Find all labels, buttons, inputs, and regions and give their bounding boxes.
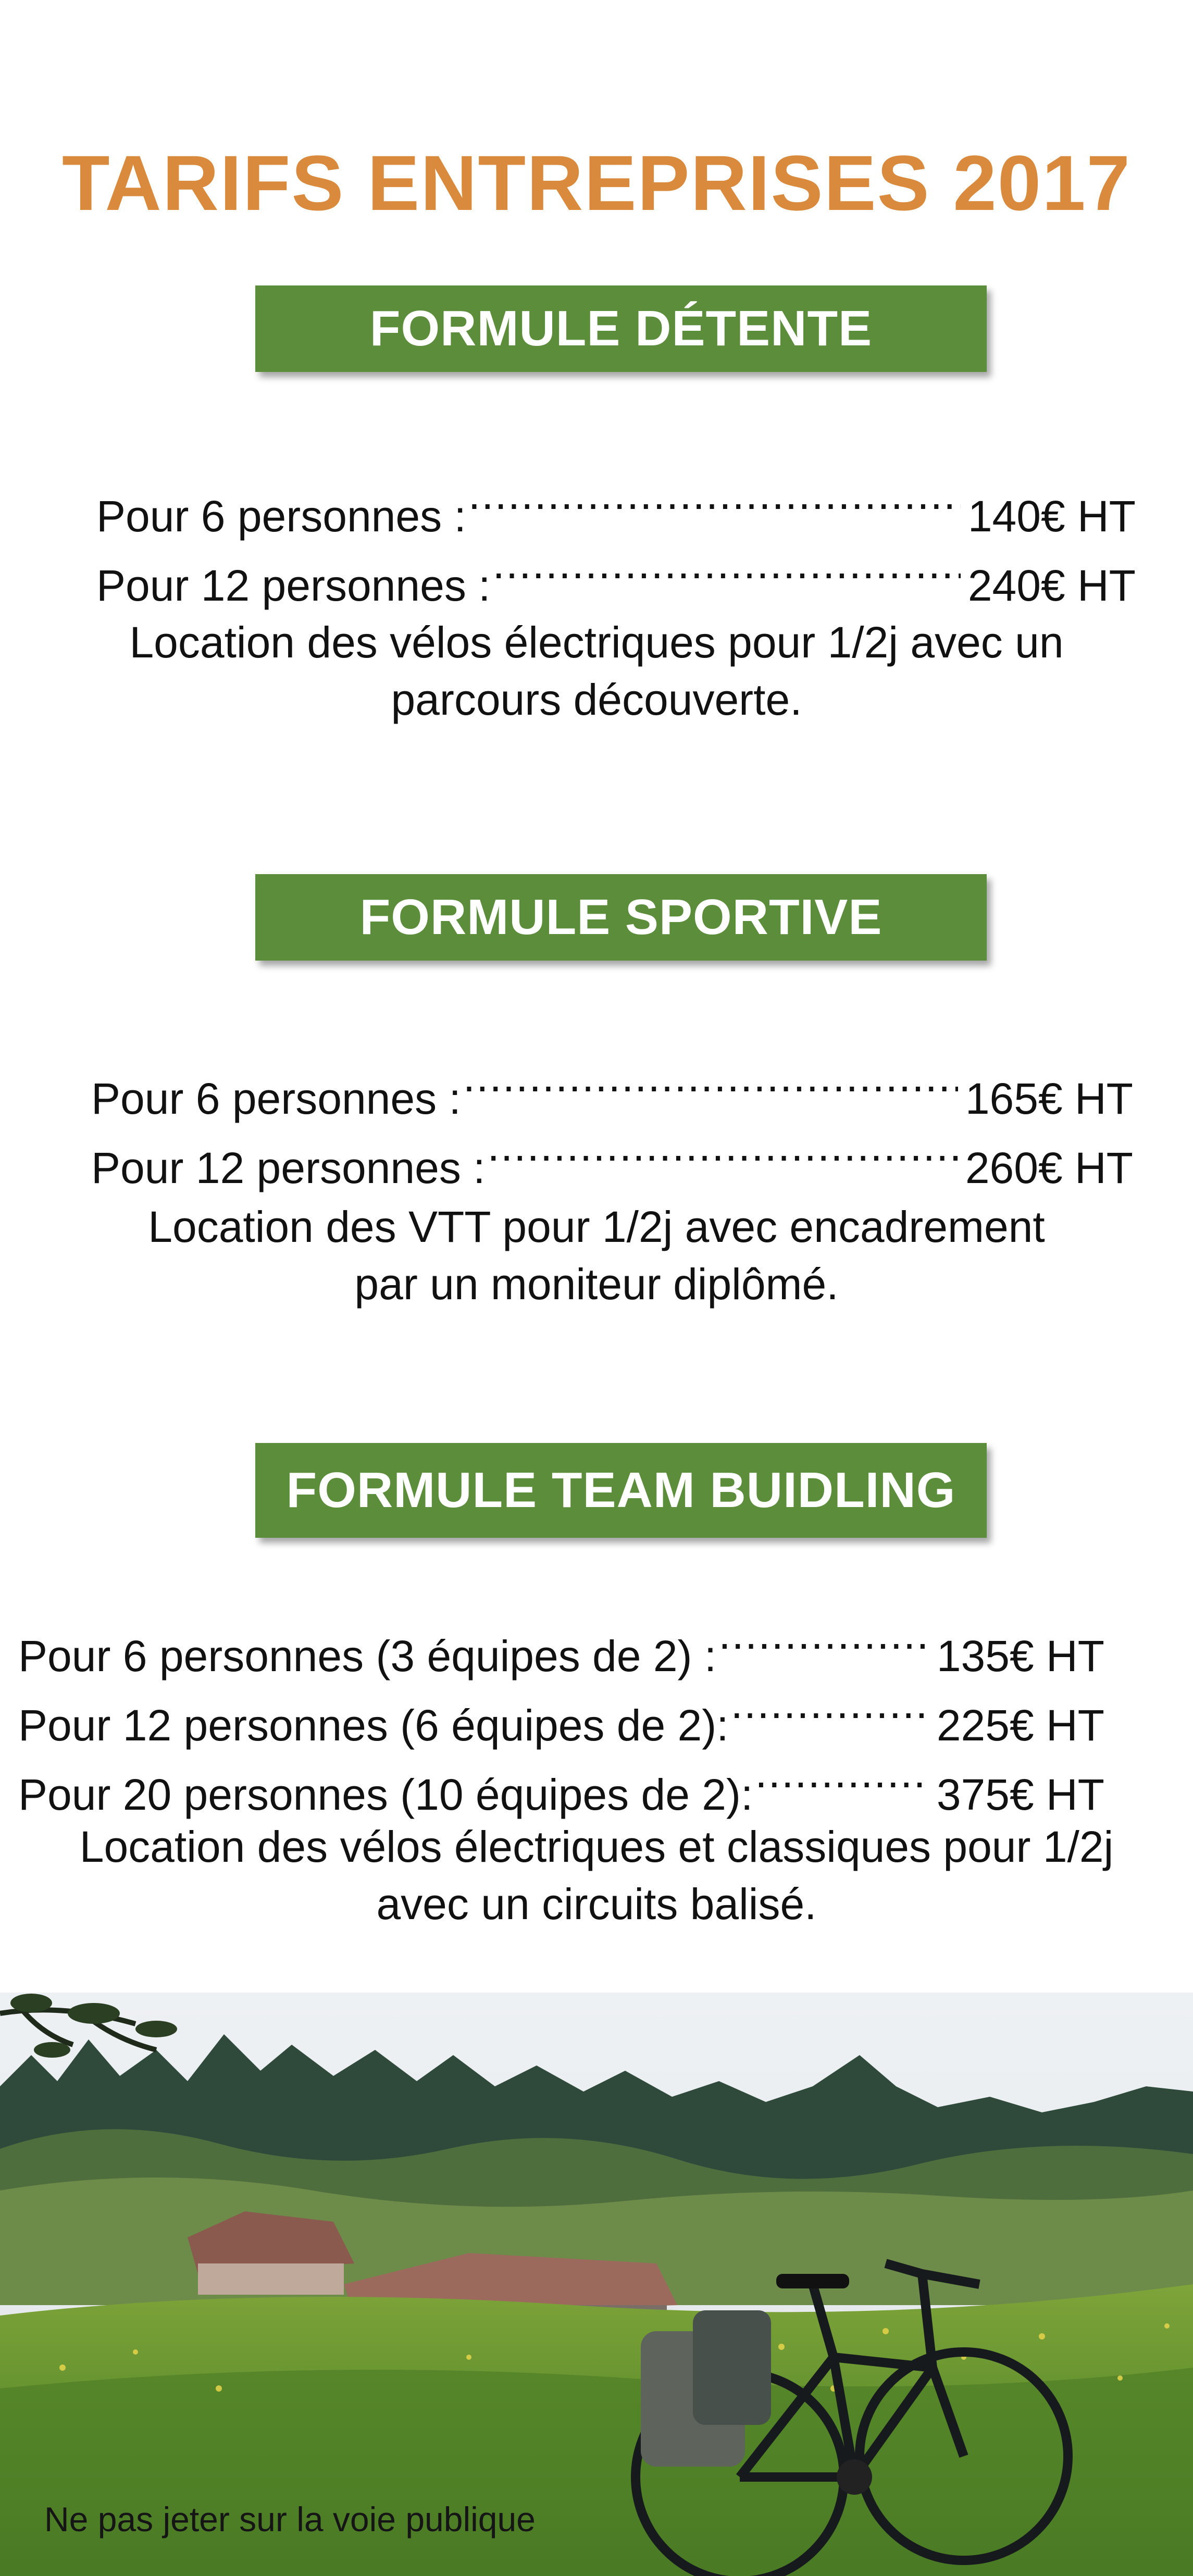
price-row bbox=[96, 544, 1136, 614]
section-description-team-building bbox=[0, 1818, 1193, 1933]
dot-leader bbox=[488, 1127, 958, 1183]
section-heading-sportive: FORMULE SPORTIVE bbox=[255, 874, 987, 961]
price-value: 140€ HT bbox=[967, 492, 1136, 541]
dot-leader bbox=[718, 1615, 929, 1671]
price-row bbox=[91, 1057, 1133, 1127]
price-label: Pour 6 personnes : bbox=[91, 1074, 461, 1123]
price-list-detente bbox=[96, 475, 1136, 614]
price-list-sportive bbox=[91, 1057, 1133, 1196]
bicycle-in-meadow-icon bbox=[0, 1993, 1193, 2576]
dot-leader bbox=[468, 475, 961, 531]
dot-leader bbox=[463, 1057, 958, 1114]
price-row bbox=[18, 1684, 1104, 1753]
dot-leader bbox=[731, 1684, 929, 1740]
price-row bbox=[18, 1753, 1104, 1823]
description-line: par un moniteur diplômé. bbox=[354, 1260, 839, 1309]
price-label: Pour 6 personnes : bbox=[96, 492, 466, 541]
section-heading-detente: FORMULE DÉTENTE bbox=[255, 285, 987, 372]
section-description-sportive bbox=[0, 1198, 1193, 1313]
price-list-team-building bbox=[18, 1615, 1104, 1823]
description-line: parcours découverte. bbox=[391, 675, 802, 724]
price-label: Pour 6 personnes (3 équipes de 2) : bbox=[18, 1632, 717, 1681]
price-value: 165€ HT bbox=[965, 1074, 1133, 1123]
price-value: 260€ HT bbox=[965, 1143, 1133, 1192]
price-label: Pour 12 personnes : bbox=[96, 561, 491, 610]
price-label: Pour 12 personnes (6 équipes de 2): bbox=[18, 1701, 729, 1750]
price-row bbox=[18, 1615, 1104, 1684]
description-line: Location des vélos électriques pour 1/2j avec un bbox=[129, 618, 1064, 667]
dot-leader bbox=[493, 544, 961, 601]
dot-leader bbox=[755, 1753, 929, 1810]
price-value: 240€ HT bbox=[967, 561, 1136, 610]
price-label: Pour 20 personnes (10 équipes de 2): bbox=[18, 1770, 753, 1819]
price-value: 225€ HT bbox=[936, 1701, 1104, 1750]
section-description-detente bbox=[0, 614, 1193, 728]
price-row bbox=[96, 475, 1136, 544]
price-value: 375€ HT bbox=[936, 1770, 1104, 1819]
price-value: 135€ HT bbox=[936, 1632, 1104, 1681]
price-label: Pour 12 personnes : bbox=[91, 1143, 486, 1192]
page-title: TARIFS ENTREPRISES 2017 bbox=[61, 139, 1132, 227]
description-line: avec un circuits balisé. bbox=[376, 1880, 817, 1928]
disposal-notice: Ne pas jeter sur la voie publique bbox=[44, 2500, 536, 2538]
section-heading-team-building: FORMULE TEAM BUIDLING bbox=[255, 1443, 987, 1538]
description-line: Location des VTT pour 1/2j avec encadrement bbox=[148, 1202, 1045, 1251]
price-row bbox=[91, 1127, 1133, 1196]
description-line: Location des vélos électriques et classiques pour 1/2j bbox=[79, 1822, 1114, 1871]
